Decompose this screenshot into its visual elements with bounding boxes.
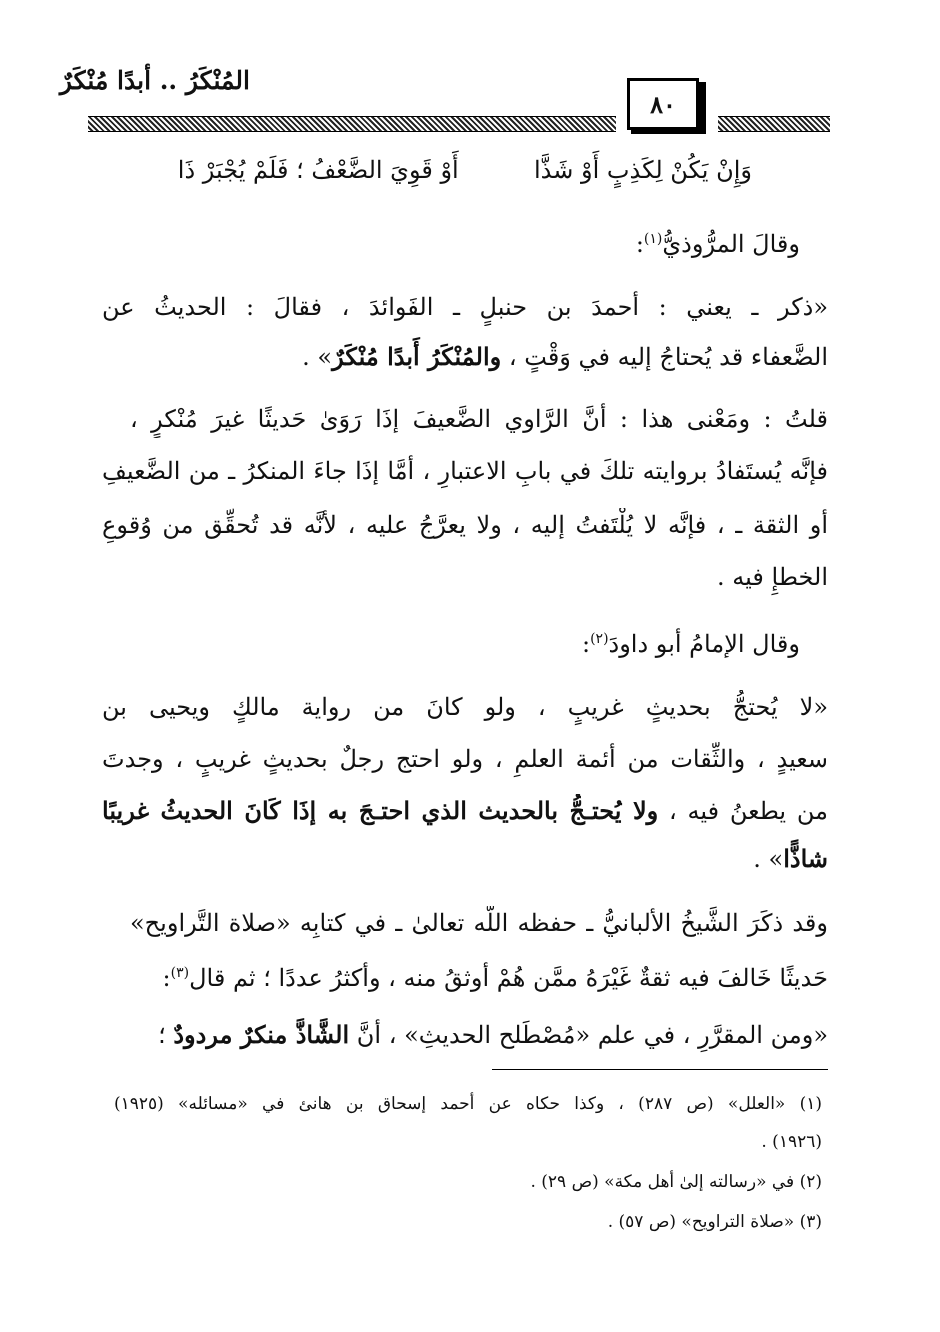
quote3-end: ؛ xyxy=(158,1021,166,1049)
poem-verse xyxy=(178,156,752,184)
page-number-shadow-bottom xyxy=(631,130,706,134)
quote3-bold-phrase: الشَّاذَّ منكرٌ مردودٌ xyxy=(173,1020,350,1049)
quote2-bold-word: شاذًّا xyxy=(783,844,828,873)
quote2-bold-phrase: ولا يُحتـجُّ بالحديث الذي احتـجَ به إذَا كَانَ الحديثُ غريبًا xyxy=(102,796,659,825)
quote1-end: » . xyxy=(302,343,333,371)
quote1-plain: الضَّعفاء قد يُحتاجُ إليه في وَقْتٍ ، xyxy=(508,343,828,371)
quote2-plain: من يطعنُ فيه ، xyxy=(669,797,828,825)
footnote-3: (٣) «صلاة التراويح» (ص ٥٧) . xyxy=(607,1212,822,1232)
quote2-line4 xyxy=(753,842,828,876)
page-number-shadow xyxy=(699,82,706,134)
quote3-line xyxy=(158,1018,828,1052)
footnote-ref-2[interactable]: (٢) xyxy=(590,631,609,647)
intro-marwazi-text: وقالَ المرُّوذيُّ xyxy=(662,230,800,258)
verse-hemistich-left: أَوْ قَوِيَ الضَّعْفُ ؛ فَلَمْ يُجْبَرْ ذَا xyxy=(177,156,459,184)
quote1-line2 xyxy=(302,340,828,374)
quote3-plain: «ومن المقرَّرِ ، في علم «مُصْطَلح الحديثِ» ، أنَّ xyxy=(356,1021,828,1049)
para1-line3: أو الثقة ـ ، فإنَّه لا يُلْتَفتُ إليه ، ولا يعرَّجُ عليه ، لأنَّه قد تُحقِّق من وُقوعِ xyxy=(102,511,828,539)
intro-marwazi-colon: : xyxy=(635,230,644,258)
quote1-line1: «ذكر ـ يعني : أحمدَ بن حنبلٍ ـ الفَوائدَ ، فقالَ : الحديثُ عن xyxy=(102,293,828,321)
para2-line2-text: حَديثًا خَالفَ فيه ثقةٌ غَيْرَهُ ممَّن هُمْ أوثقُ منه ، وأكثرُ عددًا ؛ ثم قال xyxy=(189,964,828,992)
footnote-ref-1[interactable]: (١) xyxy=(643,231,663,247)
quote2-line2: سعيدٍ ، والثِّقات من أئمة العلمِ ، ولو احتج رجلٌ بحديثٍ غريبٍ ، وجدتَ xyxy=(102,745,828,773)
intro-abudawud-colon: : xyxy=(581,630,591,658)
footnote-1-line1: (١) «العلل» (ص ٢٨٧) ، وكذا حكاه عن أحمد إسحاق بن هانئ في «مسائله» (١٩٢٥) xyxy=(114,1094,822,1114)
header-rule-right xyxy=(718,116,830,132)
page-number-box xyxy=(627,78,699,130)
quote2-end: » . xyxy=(753,845,784,873)
para1-line2: فإنَّه يُستَفادُ بروايته تلكَ في بابِ الاعتبارِ ، أمَّا إذَا جاءَ المنكرُ ـ من الضَّعيفِ xyxy=(102,457,828,485)
running-header-title: المُنْكَرُ .. أبدًا مُنْكَرٌ xyxy=(59,66,250,95)
para2-line2 xyxy=(163,956,828,995)
header-rule-left xyxy=(88,116,616,132)
para2-line1: وقد ذكَرَ الشَّيخُ الألبانيُّ ـ حفظه اللَّه تعالىٰ ـ في كتابِه «صلاة التَّراويح» xyxy=(130,909,828,937)
intro-abudawud-line xyxy=(582,622,800,661)
footnote-1-line2: (١٩٢٦) . xyxy=(761,1132,822,1152)
quote2-line3 xyxy=(102,794,828,830)
footnote-2: (٢) في «رسالته إلىٰ أهل مكة» (ص ٢٩) . xyxy=(530,1172,822,1192)
quote1-bold-phrase: والمُنْكَرُ أَبدًا مُنْكَرٌ xyxy=(332,342,502,371)
footnote-separator xyxy=(492,1069,828,1070)
para2-colon: : xyxy=(162,964,171,992)
page-number: ٨٠ xyxy=(650,89,676,119)
footnote-ref-3[interactable]: (٣) xyxy=(170,965,190,981)
para1-line4: الخطإِ فيه . xyxy=(717,563,828,591)
verse-hemistich-right: وَإِنْ يَكُنْ لِكَذِبٍ أَوْ شَذَّا xyxy=(534,156,752,184)
intro-abudawud-text: وقال الإمامُ أبو داودَ xyxy=(608,630,800,658)
intro-marwazi-line xyxy=(636,222,800,261)
quote2-line1: «لا يُحتجُّ بحديثٍ غريبٍ ، ولو كانَ من رواية مالكٍ ويحيى بن xyxy=(102,693,828,721)
para1-line1: قلتُ : ومَعْنى هذا : أنَّ الرَّاوي الضَّعيفَ إذَا رَوَىٰ حَديثًا غيرَ مُنْكرٍ ، xyxy=(130,405,828,433)
